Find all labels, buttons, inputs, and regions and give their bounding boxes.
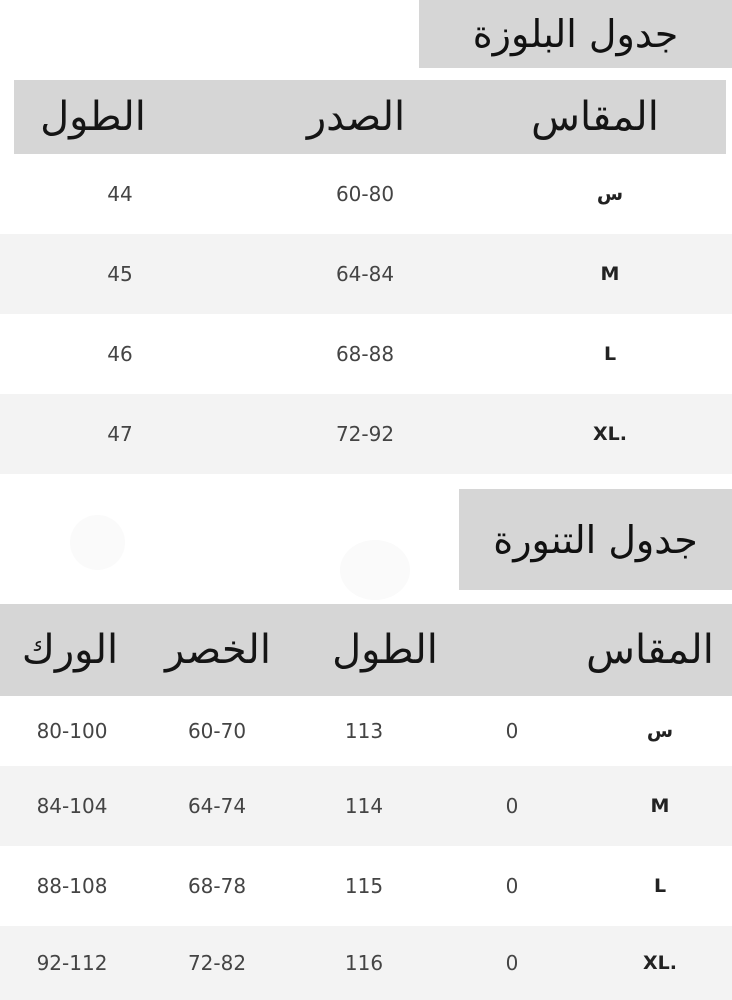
table-row: [0, 154, 732, 234]
blouse-size-cell: M: [600, 263, 620, 285]
skirt-size-cell: M: [650, 795, 670, 817]
skirt-extra-cell: 0: [505, 874, 519, 898]
blouse-size-cell: L: [603, 343, 617, 365]
skirt-table-title: [459, 489, 732, 590]
skirt-hip-cell: 92-112: [36, 951, 108, 975]
skirt-extra-cell: 0: [505, 719, 519, 743]
skirt-size-cell: L: [653, 875, 667, 897]
skirt-extra-cell: 0: [505, 794, 519, 818]
skirt-hip-cell: 84-104: [36, 794, 108, 818]
table-row: [0, 234, 732, 314]
blouse-size-cell: XL.: [593, 423, 627, 445]
blouse-length-cell: 46: [107, 342, 133, 366]
skirt-length-cell: 116: [344, 951, 384, 975]
skirt-waist-cell: 68-78: [187, 874, 247, 898]
blouse-title-text: جدول البلوزة: [472, 12, 679, 56]
skirt-size-cell: XL.: [643, 952, 677, 974]
skirt-length-cell: 115: [344, 874, 384, 898]
skirt-header-row: [0, 604, 732, 696]
skirt-title-text: جدول التنورة: [493, 517, 698, 562]
blouse-chest-cell: 72-92: [335, 422, 395, 446]
skirt-header-length: الطول: [332, 627, 438, 673]
blouse-chest-cell: 60-80: [335, 182, 395, 206]
skirt-size-cell: س: [646, 720, 674, 742]
skirt-extra-cell: 0: [505, 951, 519, 975]
skirt-waist-cell: 64-74: [187, 794, 247, 818]
skirt-waist-cell: 60-70: [187, 719, 247, 743]
skirt-waist-cell: 72-82: [187, 951, 247, 975]
blouse-header-row: [14, 80, 726, 154]
skirt-header-size: المقاس: [586, 627, 714, 673]
table-row: [0, 766, 732, 846]
table-row: [0, 696, 732, 766]
table-row: [0, 926, 732, 1000]
blouse-length-cell: 47: [107, 422, 133, 446]
blouse-header-length: الطول: [40, 94, 146, 140]
blouse-chest-cell: 64-84: [335, 262, 395, 286]
blouse-table-title: [419, 0, 732, 68]
blouse-length-cell: 44: [107, 182, 133, 206]
skirt-length-cell: 113: [344, 719, 384, 743]
background-blob: [70, 515, 125, 570]
blouse-length-cell: 45: [107, 262, 133, 286]
skirt-header-hip: الورك: [21, 627, 119, 673]
blouse-header-chest: الصدر: [306, 94, 406, 140]
blouse-chest-cell: 68-88: [335, 342, 395, 366]
table-row: [0, 846, 732, 926]
blouse-header-size: المقاس: [531, 94, 659, 140]
table-row: [0, 394, 732, 474]
skirt-length-cell: 114: [344, 794, 384, 818]
skirt-hip-cell: 80-100: [36, 719, 108, 743]
skirt-hip-cell: 88-108: [36, 874, 108, 898]
background-blob: [340, 540, 410, 600]
blouse-size-cell: س: [596, 183, 624, 205]
skirt-header-waist: الخصر: [165, 627, 271, 673]
table-row: [0, 314, 732, 394]
